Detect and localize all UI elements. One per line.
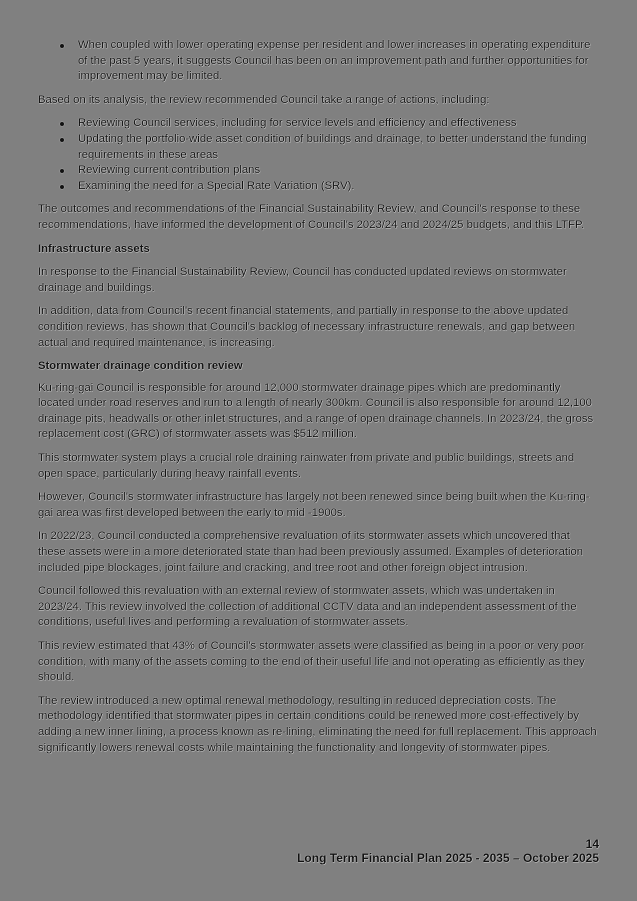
paragraph: This stormwater system plays a crucial role draining rainwater from private and public buildings, streets and open space, particularly during heavy rainfall events. xyxy=(38,452,575,480)
document-page xyxy=(38,38,598,756)
paragraph: In 2022/23, Council conducted a comprehensive revaluation of its stormwater assets which uncovered that these assets were in a more deteriorated state than had been previously assumed. Examples of deterioration included pipe blockages, joint failure and cracking, and tree root and other foreign object intrusion. xyxy=(38,530,584,574)
page-number: 14 xyxy=(585,837,599,851)
bullet-item: Updating the portfolio-wide asset condition of buildings and drainage, to better understand the funding requirements in these areas xyxy=(38,132,598,163)
outcomes-paragraph: The outcomes and recommendations of the Financial Sustainability Review, and Council's response to these recommendations, have informed the development of Council's 2023/24 and 2024/25 budgets, and this LTFP. xyxy=(38,203,585,231)
recommendation-intro: Based on its analysis, the review recommended Council take a range of actions, including: xyxy=(38,93,490,106)
bullet-item: When coupled with lower operating expense per resident and lower increases in operating expenditure of the past 5 years, it suggests Council has been on an improvement path and further opportunities for improvement may be limited. xyxy=(38,38,598,85)
recommendation-bullet-list xyxy=(38,116,598,194)
bullet-item: Reviewing Council services, including for service levels and efficiency and effectiveness xyxy=(38,116,598,132)
paragraph: Council followed this revaluation with an external review of stormwater assets, which was undertaken in 2023/24. This review involved the collection of additional CCTV data and an independent assessment of the conditions, useful lives and performing a revaluation of stormwater assets. xyxy=(38,585,577,629)
paragraph: However, Council's stormwater infrastructure has largely not been renewed since being built when the Ku-ring-gai area was first developed between the early to mid -1900s. xyxy=(38,491,590,519)
page-footer xyxy=(297,837,599,865)
paragraph: The review introduced a new optimal renewal methodology, resulting in reduced depreciation costs. The methodology identified that stormwater pipes in certain conditions could be renewed more cost-effectively by adding a new inner lining, a process known as re-lining, eliminating the need for full replacement. This approach significantly lowers renewal costs while maintaining the functionality and longevity of stormwater pipes. xyxy=(38,694,597,754)
section-heading-stormwater: Stormwater drainage condition review xyxy=(38,360,243,373)
footer-document-title: Long Term Financial Plan 2025 - 2035 – October 2025 xyxy=(297,851,599,865)
paragraph: In response to the Financial Sustainability Review, Council has conducted updated reviews on stormwater drainage and buildings. xyxy=(38,266,567,294)
section-heading-infrastructure: Infrastructure assets xyxy=(38,242,150,255)
bullet-item: Reviewing current contribution plans xyxy=(38,163,598,179)
paragraph: In addition, data from Council's recent financial statements, and partially in response to the above updated condition reviews, has shown that Council's backlog of necessary infrastructure renewals, and gap between actual and required maintenance, is increasing. xyxy=(38,305,576,349)
intro-bullet-list xyxy=(38,38,598,85)
bullet-item: Examining the need for a Special Rate Variation (SRV). xyxy=(38,179,598,195)
paragraph: This review estimated that 43% of Council's stormwater assets were classified as being in a poor or very poor condition, with many of the assets coming to the end of their useful life and not operating as efficiently as they should. xyxy=(38,640,585,684)
paragraph: Ku-ring-gai Council is responsible for around 12,000 stormwater drainage pipes which are predominantly located under road reserves and run to a length of nearly 300km. Council is also responsible for around 12,100 drainage pits, headwalls or other inlet structures, and a range of open drainage channels. In 2023/24, the gross replacement cost (GRC) of stormwater assets was $512 million. xyxy=(38,381,594,441)
